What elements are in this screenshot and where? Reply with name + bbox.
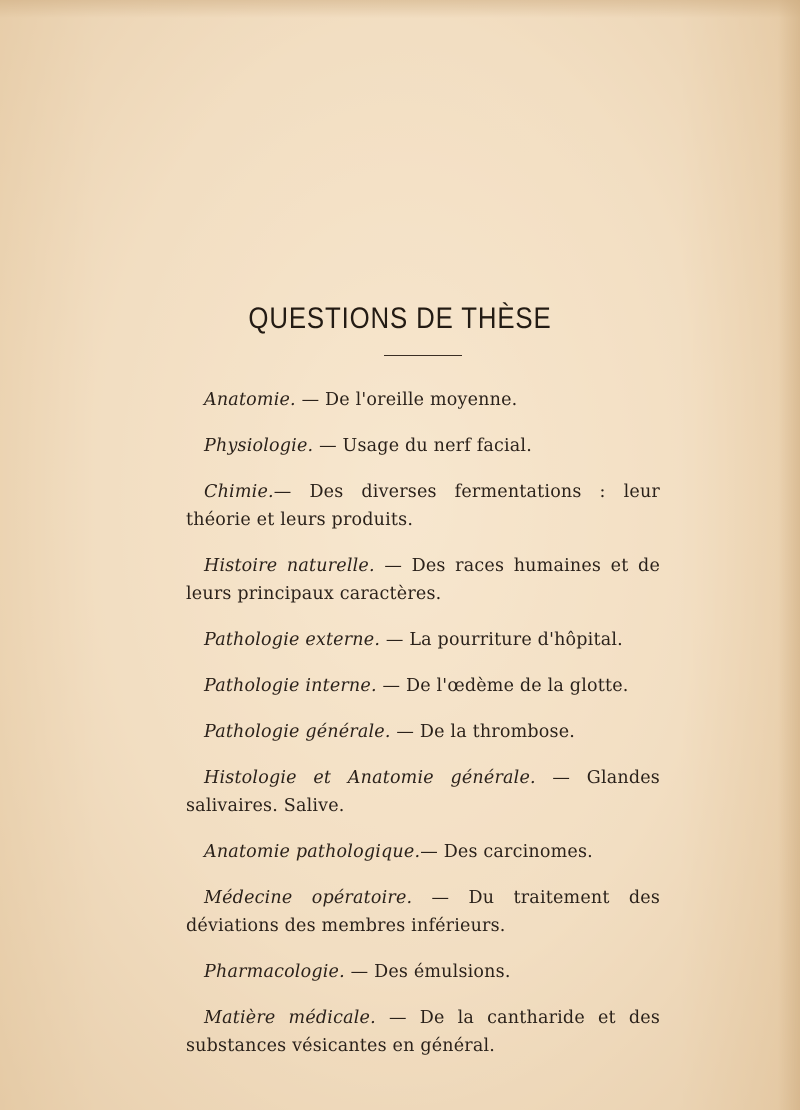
entry-pathologie-generale: [186, 718, 660, 746]
entry-label: Matière médicale.: [204, 1008, 376, 1028]
entry-pathologie-interne: [186, 672, 660, 700]
entry-text: — Des émulsions.: [344, 962, 511, 982]
entry-label: Médecine opératoire.: [204, 888, 413, 908]
entry-chimie: [186, 478, 660, 534]
entry-anatomie-pathologique: [186, 838, 660, 866]
entry-matiere-medicale: [186, 1004, 660, 1060]
entry-pharmacologie: [186, 958, 660, 986]
title-divider: [384, 355, 462, 356]
page-title: QUESTIONS DE THÈSE: [248, 302, 552, 335]
entry-physiologie: [186, 432, 660, 460]
entry-histoire-naturelle: [186, 552, 660, 608]
entry-text: — Usage du nerf facial.: [313, 436, 532, 456]
entry-text: — De l'oreille moyenne.: [295, 390, 518, 410]
entry-text: — Des races humaines et de leurs principaux caractères.: [186, 556, 660, 604]
entry-text: — De la thrombose.: [390, 722, 576, 742]
entry-text: — De la cantharide et des substances vésicantes en général.: [186, 1008, 660, 1056]
entry-label: Histoire naturelle.: [204, 556, 375, 576]
entry-label: Chimie.: [204, 482, 274, 502]
entry-pathologie-externe: [186, 626, 660, 654]
entry-label: Physiologie.: [204, 436, 314, 456]
entry-text: — De l'œdème de la glotte.: [376, 676, 629, 696]
entry-text: — Du traitement des déviations des membres inférieurs.: [186, 888, 660, 936]
entry-label: Anatomie.: [204, 390, 296, 410]
entry-label: Pathologie externe.: [204, 630, 381, 650]
entry-anatomie: [186, 386, 660, 414]
page-right-shadow: [778, 0, 800, 1110]
entry-histologie: [186, 764, 660, 820]
entry-text: — La pourriture d'hôpital.: [380, 630, 623, 650]
thesis-questions-list: [186, 386, 660, 1078]
entry-medecine-operatoire: [186, 884, 660, 940]
entry-text: — Des carcinomes.: [420, 842, 593, 862]
entry-label: Pharmacologie.: [204, 962, 345, 982]
page-top-shadow: [0, 0, 800, 18]
entry-label: Histologie et Anatomie générale.: [204, 768, 536, 788]
entry-text: — Des diverses fermentations : leur théorie et leurs produits.: [186, 482, 660, 530]
entry-label: Pathologie interne.: [204, 676, 377, 696]
entry-label: Pathologie générale.: [204, 722, 391, 742]
entry-label: Anatomie pathologique.: [204, 842, 421, 862]
entry-text: — Glandes salivaires. Salive.: [186, 768, 660, 816]
